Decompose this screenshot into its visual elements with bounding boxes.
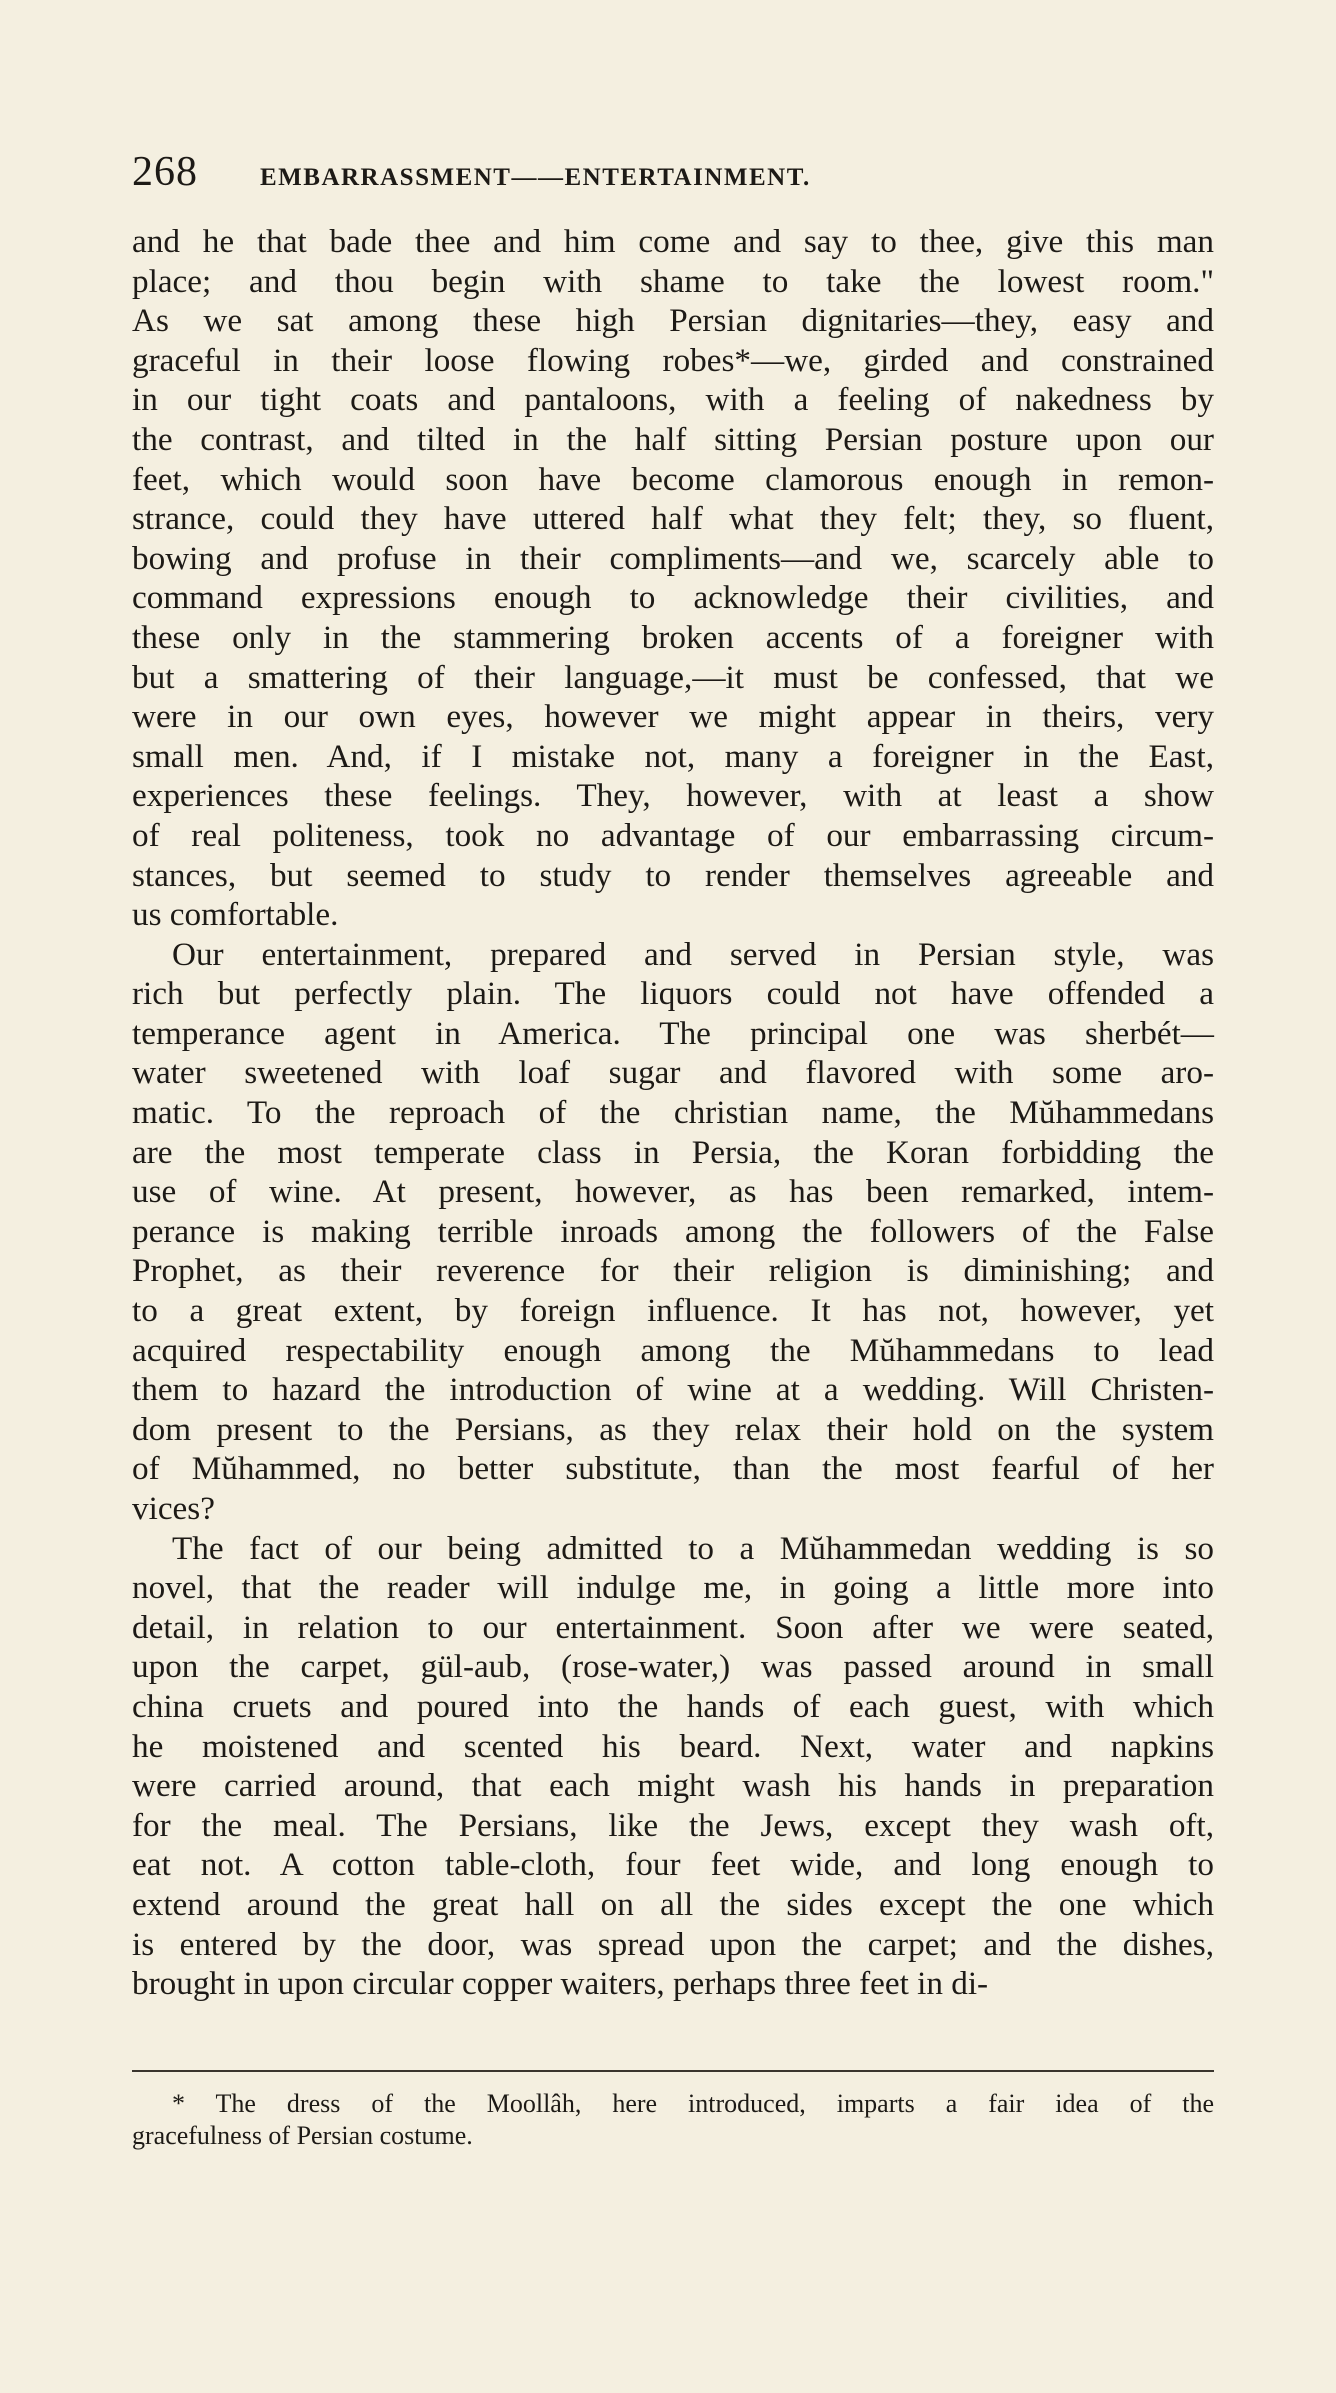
footnote-divider [132,2070,1214,2072]
text-line: stances, but seemed to study to render themselves agreeable and [132,856,1214,894]
text-line: acquired respectability enough among the Mŭhammedans to lead [132,1331,1214,1369]
running-head: EMBARRASSMENT——ENTERTAINMENT. [260,164,811,191]
text-line: strance, could they have uttered half what they felt; they, so fluent, [132,500,1214,538]
text-line: The fact of our being admitted to a Mŭhammedan wedding is so [172,1529,1214,1567]
text-line: of Mŭhammed, no better substitute, than the most fearful of her [132,1450,1214,1488]
text-line: the contrast, and tilted in the half sitting Persian posture upon our [132,420,1214,458]
text-line: use of wine. At present, however, as has been remarked, intem- [132,1173,1214,1211]
body-text [132,222,1214,2004]
footnote-line: * The dress of the Moollâh, here introduced, imparts a fair idea of the [172,2089,1214,2118]
text-line: As we sat among these high Persian dignitaries—they, easy and [132,302,1214,340]
text-line: these only in the stammering broken accents of a foreigner with [132,618,1214,656]
text-line: temperance agent in America. The principal one was sherbét— [132,1014,1214,1052]
text-line: brought in upon circular copper waiters, perhaps three feet in di- [132,1965,989,2003]
footnote [132,2088,1214,2152]
text-line: to a great extent, by foreign influence. It has not, however, yet [132,1292,1214,1330]
page-header [132,148,1212,196]
text-line: for the meal. The Persians, like the Jews, except they wash oft, [132,1806,1214,1844]
text-line: novel, that the reader will indulge me, in going a little more into [132,1569,1214,1607]
text-line: and he that bade thee and him come and say to thee, give this man [132,223,1214,260]
text-line: rich but perfectly plain. The liquors could not have offended a [132,975,1214,1013]
text-line: eat not. A cotton table-cloth, four feet wide, and long enough to [132,1846,1214,1884]
text-line: Prophet, as their reverence for their religion is diminishing; and [132,1252,1214,1290]
text-line: matic. To the reproach of the christian name, the Mŭhammedans [132,1094,1214,1132]
text-line: us comfortable. [132,896,339,934]
text-line: graceful in their loose flowing robes*—we, girded and constrained [132,341,1214,379]
text-line: china cruets and poured into the hands of each guest, with which [132,1687,1214,1725]
text-line: perance is making terrible inroads among the followers of the False [132,1212,1214,1250]
text-line: but a smattering of their language,—it must be confessed, that we [132,658,1214,696]
text-line: small men. And, if I mistake not, many a foreigner in the East, [132,737,1214,775]
page-number: 268 [132,149,198,195]
text-line: were carried around, that each might wash his hands in preparation [132,1767,1214,1805]
text-line: command expressions enough to acknowledge their civilities, and [132,579,1214,617]
text-line: upon the carpet, gül-aub, (rose-water,) was passed around in small [132,1648,1214,1686]
text-line: in our tight coats and pantaloons, with a feeling of nakedness by [132,381,1214,419]
text-line: detail, in relation to our entertainment. Soon after we were seated, [132,1608,1214,1646]
text-line: are the most temperate class in Persia, the Koran forbidding the [132,1133,1214,1171]
text-line: water sweetened with loaf sugar and flavored with some aro- [132,1054,1214,1092]
text-line: of real politeness, took no advantage of our embarrassing circum- [132,816,1214,854]
footnote-line: gracefulness of Persian costume. [132,2121,473,2150]
text-line: extend around the great hall on all the sides except the one which [132,1885,1214,1923]
text-line: them to hazard the introduction of wine at a wedding. Will Christen- [132,1371,1214,1409]
text-line: vices? [132,1490,215,1527]
text-line: were in our own eyes, however we might appear in theirs, very [132,698,1214,736]
text-line: dom present to the Persians, as they relax their hold on the system [132,1410,1214,1448]
text-line: Our entertainment, prepared and served in Persian style, was [172,935,1214,973]
text-line: feet, which would soon have become clamorous enough in remon- [132,460,1214,498]
text-line: place; and thou begin with shame to take the lowest room." [132,262,1214,300]
text-line: he moistened and scented his beard. Next, water and napkins [132,1727,1214,1765]
text-line: experiences these feelings. They, however, with at least a show [132,777,1214,815]
text-line: is entered by the door, was spread upon the carpet; and the dishes, [132,1925,1214,1963]
text-line: bowing and profuse in their compliments—and we, scarcely able to [132,539,1214,577]
